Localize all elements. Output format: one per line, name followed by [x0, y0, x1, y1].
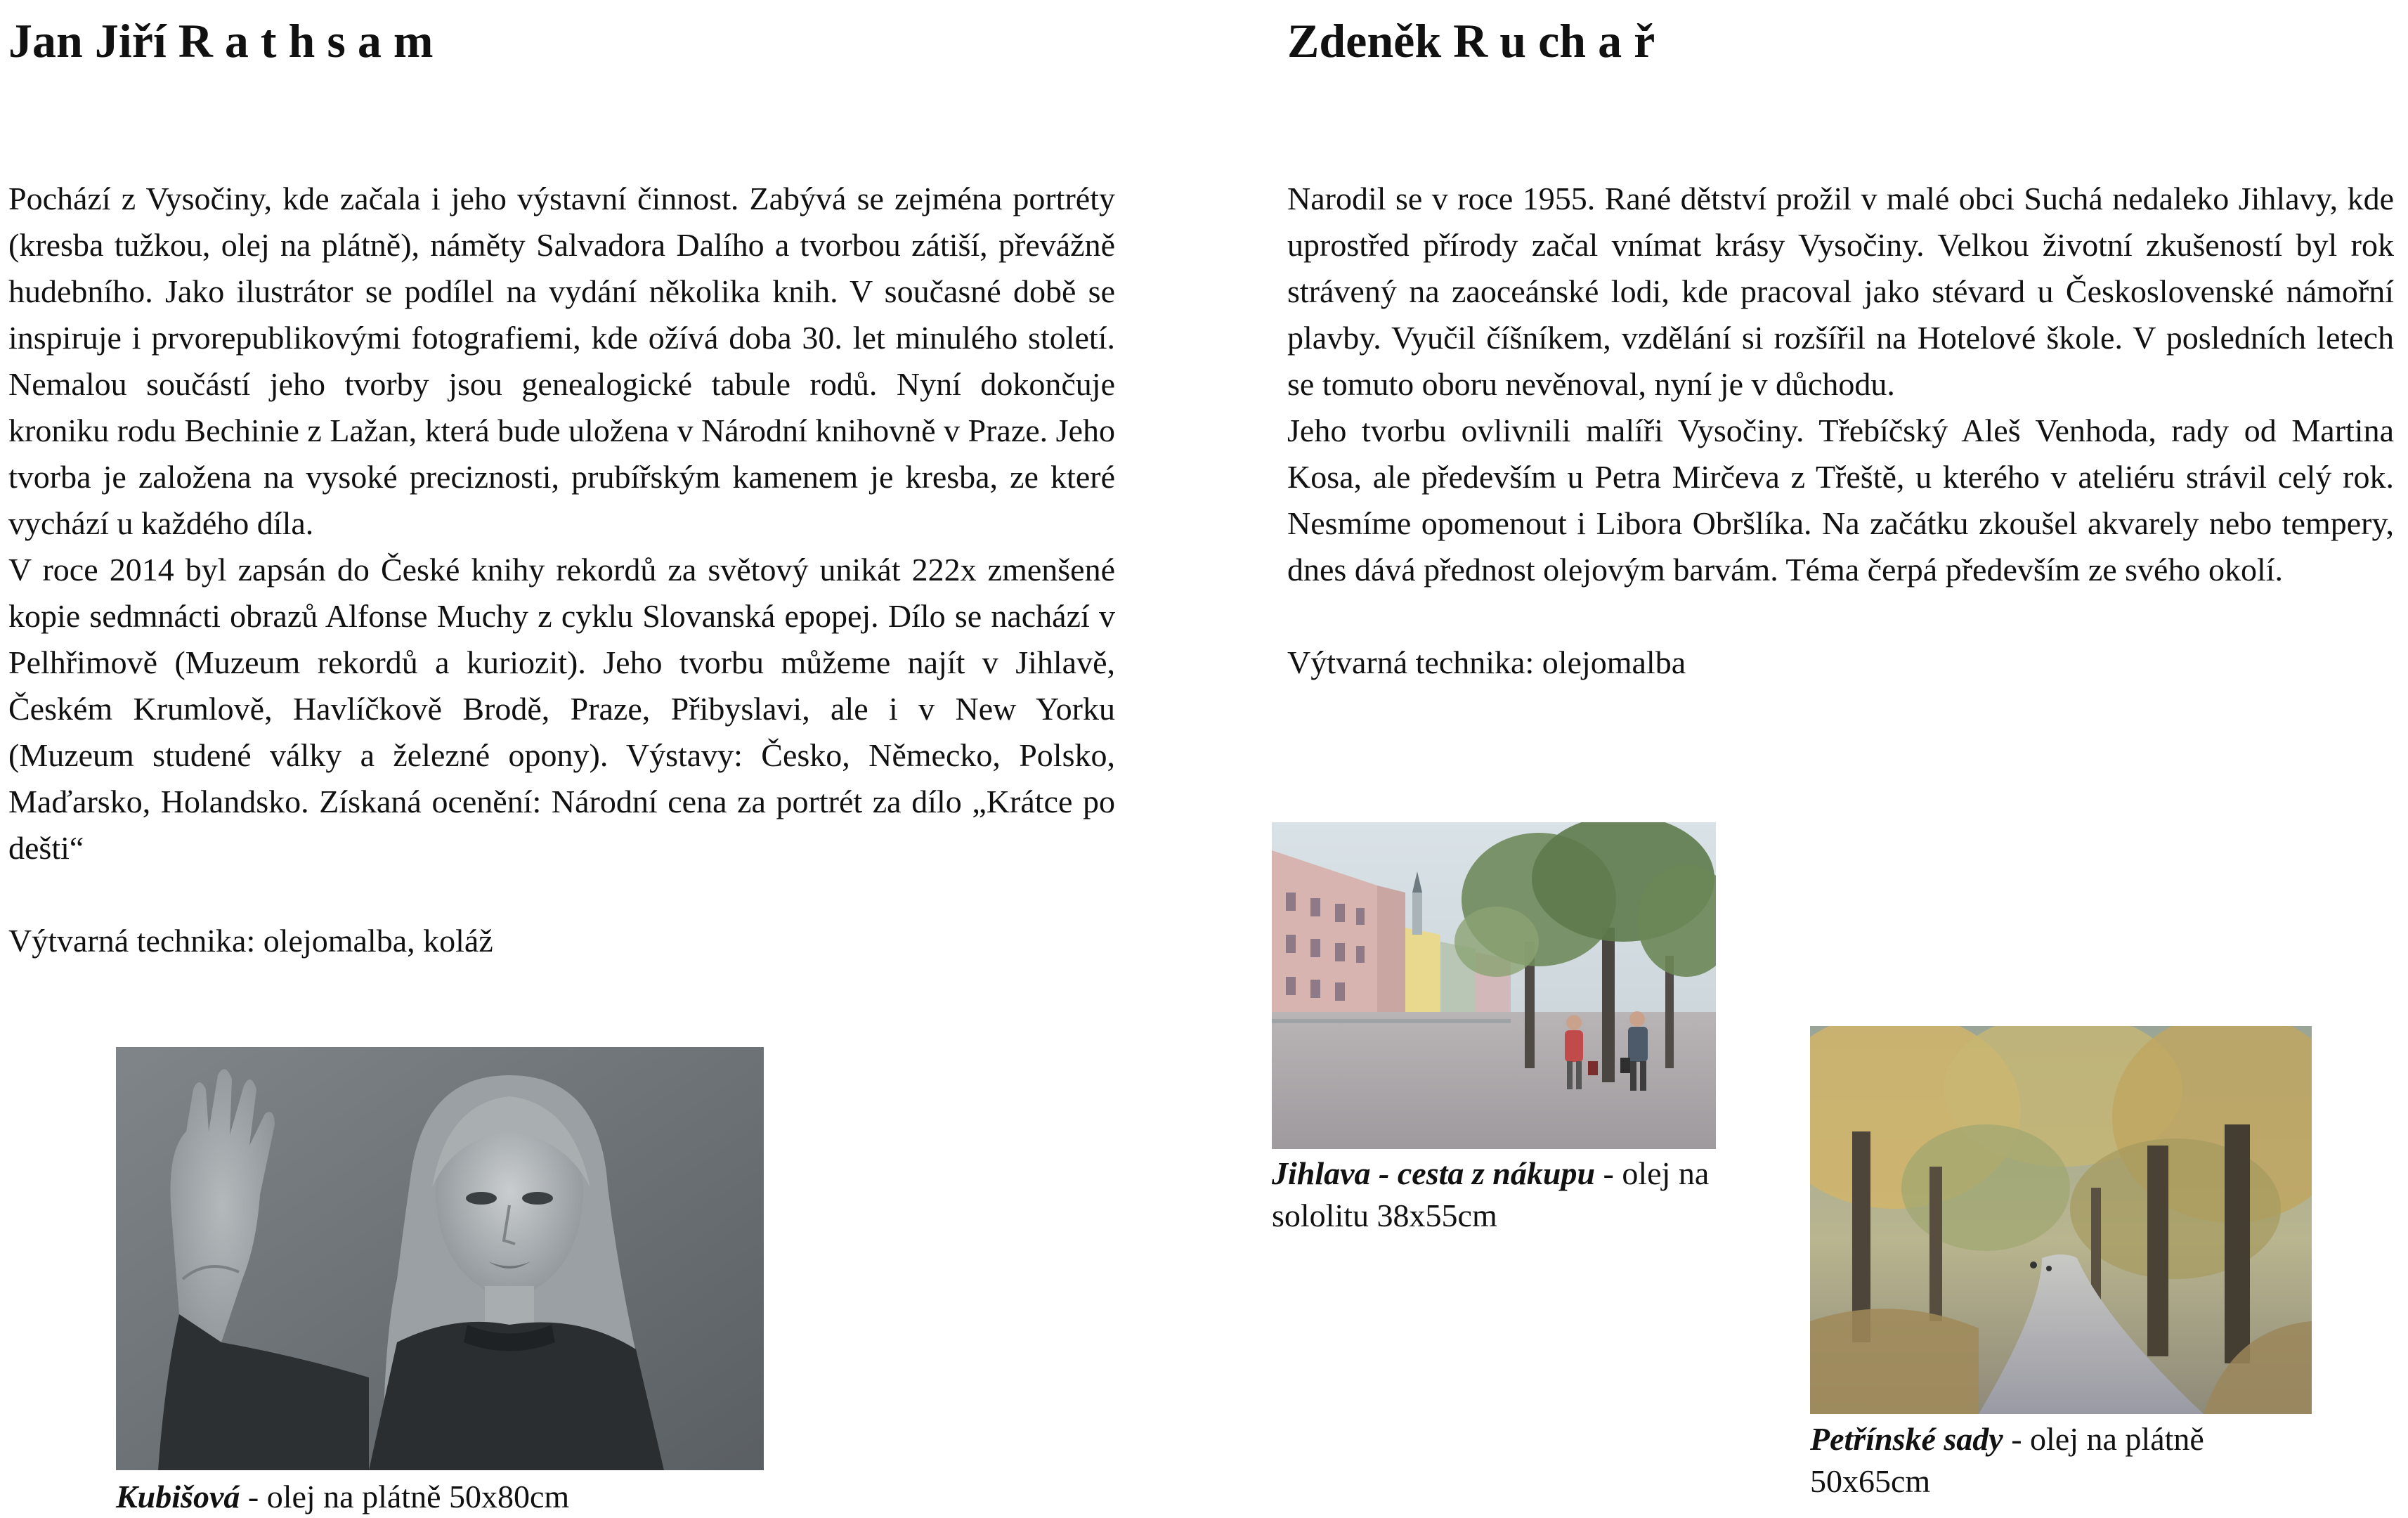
- technique-line: Výtvarná technika: olejomalba, koláž: [8, 923, 493, 959]
- painting-caption-petrinske-sady: [1810, 1418, 2316, 1503]
- painting-petrinske-sady: [1810, 1026, 2312, 1414]
- painting-title: Kubišová: [116, 1479, 240, 1514]
- painting-jihlava: [1272, 822, 1716, 1149]
- painting-title: Jihlava - cesta z nákupu: [1272, 1155, 1596, 1191]
- bio-paragraph: Narodil se v roce 1955. Rané dětství prožil v malé obci Suchá nedaleko Jihlavy, kde uprostřed přírody začal vnímat krásy Vysočiny. Velkou životní zkušeností byl rok strávený na zaoceánské lodi, kde pracoval jako stévard u Československé námořní plavby. Vyučil číšníkem, vzdělání si rozšířil na Hotelové škole. V posledních letech se tomuto oboru nevěnoval, nyní je v důchodu.: [1287, 181, 2394, 402]
- bio-paragraph: Pochází z Vysočiny, kde začala i jeho výstavní činnost. Zabývá se zejména portréty (kresba tužkou, olej na plátně), náměty Salvadora Dalího a tvorbou zátiší, převážně hudebního. Jako ilustrátor se podílel na vydání několika knih. V současné době se inspiruje i prvorepublikovými fotografiemi, kde ožívá doba 30. let minulého století. Nemalou součástí jeho tvorby jsou genealogické tabule rodů. Nyní dokončuje kroniku rodu Bechinie z Lažan, která bude uložena v Národní knihovně v Praze. Jeho tvorba je založena na vysoké preciznosti, prubířským kamenem je kresba, ze které vychází u každého díla.: [8, 181, 1115, 541]
- painting-caption-jihlava: [1272, 1153, 1722, 1237]
- bio-paragraph: Jeho tvorbu ovlivnili malíři Vysočiny. Třebíčský Aleš Venhoda, rady od Martina Kosa, ale především u Petra Mirčeva z Třeště, u kterého v ateliéru strávil celý rok. Nesmíme opomenout i Libora Obršlíka. Na začátku zkoušel akvarely nebo tempery, dnes dává přednost olejovým barvám. Téma čerpá především ze svého okolí.: [1287, 413, 2394, 588]
- bio-paragraph: V roce 2014 byl zapsán do České knihy rekordů za světový unikát 222x zmenšené kopie sedmnácti obrazů Alfonse Muchy z cyklu Slovanská epopej. Dílo se nachází v Pelhřimově (Muzeum rekordů a kuriozit). Jeho tvorbu můžeme najít v Jihlavě, Českém Krumlově, Havlíčkově Brodě, Praze, Přibyslavi, ale i v New Yorku (Muzeum studené války a železné opony). Výstavy: Česko, Německo, Polsko, Maďarsko, Holandsko. Získaná ocenění: Národní cena za portrét za dílo „Krátce po dešti“: [8, 552, 1115, 866]
- painting-details: - olej na sololitu 38x55cm: [1272, 1155, 1710, 1233]
- painting-caption-kubisova: [116, 1476, 889, 1518]
- artist-bio: [1287, 176, 2394, 686]
- technique-line: Výtvarná technika: olejomalba: [1287, 644, 1686, 680]
- artist-name: Jan Jiří R a t h s a m: [8, 14, 434, 67]
- painting-kubisova: [116, 1047, 764, 1470]
- painting-details: - olej na plátně 50x65cm: [1810, 1421, 2204, 1499]
- painting-title: Petřínské sady: [1810, 1421, 2003, 1457]
- artist-bio: [8, 176, 1115, 964]
- artist-name: Zdeněk R u ch a ř: [1287, 14, 1655, 67]
- painting-details: - olej na plátně 50x80cm: [240, 1479, 570, 1514]
